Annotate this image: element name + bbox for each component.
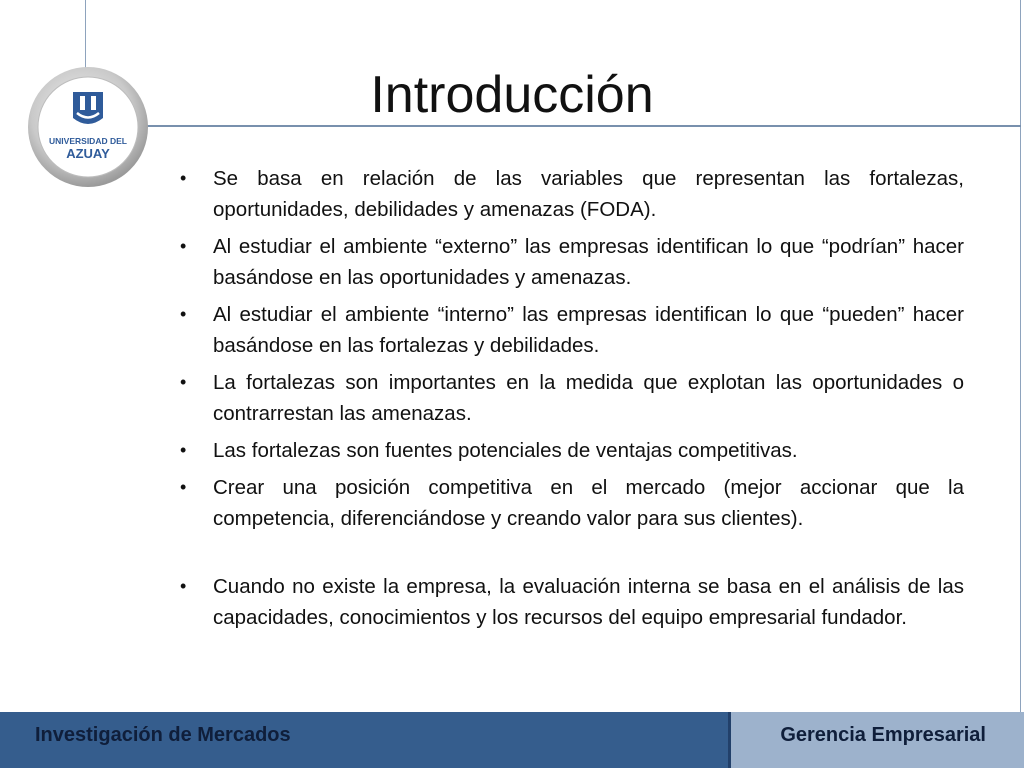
bullet-dot: •: [180, 304, 187, 324]
footer-right-panel: [730, 712, 1024, 768]
footer-course-label: Investigación de Mercados: [35, 724, 291, 746]
bullet-dot: •: [180, 576, 187, 596]
bullet-text: Cuando no existe la empresa, la evaluación interna se basa en el análisis de las capacidades, conocimientos y los recursos del equipo empresarial fundador.: [213, 575, 964, 629]
bullet-dot: •: [180, 372, 187, 392]
bullet-dot: •: [180, 440, 187, 460]
slide-content: [178, 163, 964, 639]
bullet-item: [178, 571, 964, 633]
logo-text-line1: UNIVERSIDAD DEL: [49, 136, 127, 146]
footer-left-panel: [0, 712, 730, 768]
bullet-dot: •: [180, 168, 187, 188]
slide-title: Introducción: [370, 66, 654, 124]
footer-divider: [728, 712, 731, 768]
bullet-dot: •: [180, 236, 187, 256]
logo-text-line2: AZUAY: [66, 146, 110, 161]
bullet-dot: •: [180, 477, 187, 497]
bullet-item: [178, 163, 964, 225]
footer-bar: [0, 712, 1024, 768]
bullet-item: [178, 231, 964, 293]
bullet-list: [178, 163, 964, 633]
bullet-text: Las fortalezas son fuentes potenciales de ventajas competitivas.: [213, 439, 798, 462]
bullet-text: La fortalezas son importantes en la medida que explotan las oportunidades o contrarrestan las amenazas.: [213, 371, 964, 425]
bullet-text: Se basa en relación de las variables que representan las fortalezas, oportunidades, debilidades y amenazas (FODA).: [213, 167, 964, 221]
bullet-text: Al estudiar el ambiente “externo” las empresas identifican lo que “podrían” hacer basándose en las oportunidades y amenazas.: [213, 235, 964, 289]
bullet-item: [178, 367, 964, 429]
bullet-text: Al estudiar el ambiente “interno” las empresas identifican lo que “pueden” hacer basándose en las fortalezas y debilidades.: [213, 303, 964, 357]
bullet-text: Crear una posición competitiva en el mercado (mejor accionar que la competencia, diferenciándose y creando valor para sus clientes).: [213, 476, 964, 530]
bullet-item: [178, 472, 964, 534]
bullet-item: [178, 299, 964, 361]
footer-subject-label: Gerencia Empresarial: [780, 724, 986, 746]
bullet-item: [178, 435, 964, 466]
